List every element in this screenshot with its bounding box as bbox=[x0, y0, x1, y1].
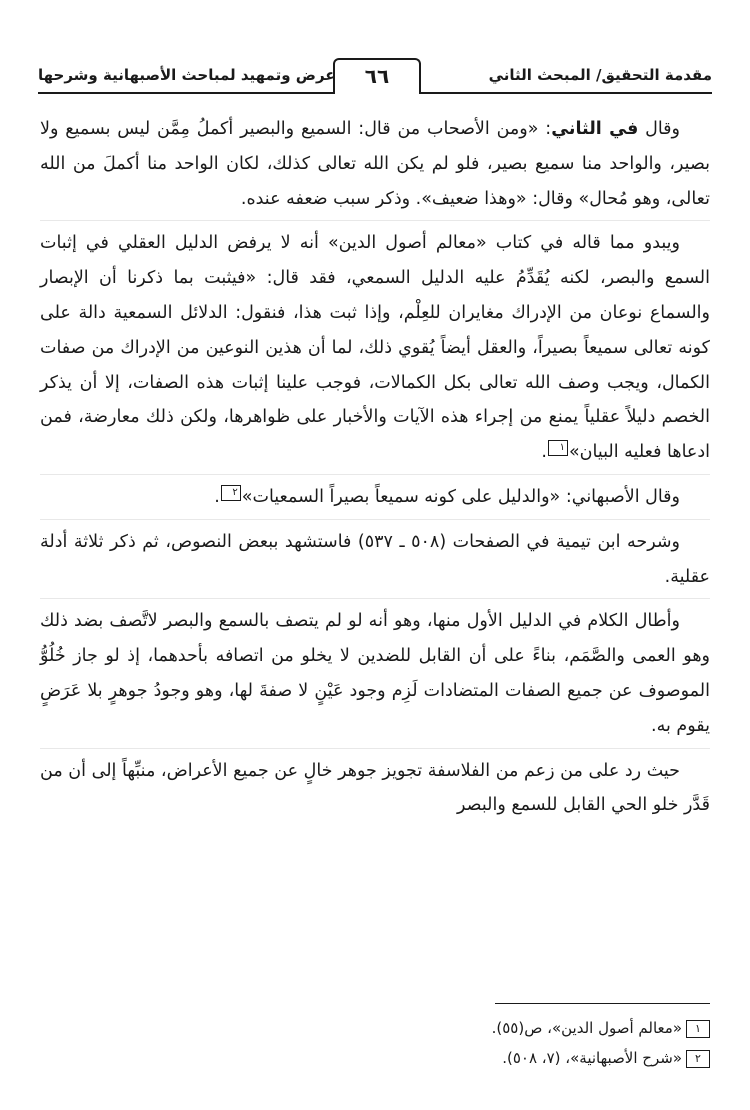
footnote-2 bbox=[40, 1043, 710, 1073]
page-number: ٦٦ bbox=[333, 58, 421, 94]
paragraph bbox=[40, 112, 710, 216]
paragraph bbox=[40, 598, 710, 743]
footnotes bbox=[40, 1013, 710, 1073]
running-header bbox=[38, 50, 712, 106]
paragraph-text: وأطال الكلام في الدليل الأول منها، وهو أنه لو لم يتصف بالسمع والبصر لاتَّصف بضد ذلك وهو العمى والصَّمَم، بناءً على أن القابل للضدين لا يخلو من اتصافه بأحدهما، إذ لو جاز خُلُوُّ الموصوف عن جميع الصفات المتضادات لَزِم وجود عَيْنٍ لا صفةَ لها، وهو وجودُ جوهرٍ بلا عَرَضٍ يقوم به. bbox=[40, 611, 710, 736]
paragraph-lead-bold: في الثاني bbox=[551, 119, 639, 139]
paragraph-lead: وقال bbox=[638, 119, 680, 139]
paragraph bbox=[40, 748, 710, 824]
footnote-ref-2[interactable]: ٢ bbox=[221, 485, 241, 501]
footnote-rule bbox=[495, 1003, 710, 1004]
footnote-ref-1[interactable]: ١ bbox=[548, 440, 568, 456]
footnote-1 bbox=[40, 1013, 710, 1043]
paragraph-tail: . bbox=[214, 486, 220, 507]
paragraph-text: حيث رد على من زعم من الفلاسفة تجويز جوهر خالٍ عن جميع الأعراض، منبِّهاً إلى أن من قَدَّر خلو الحي القابل للسمع والبصر bbox=[40, 760, 710, 816]
paragraph-text: وشرحه ابن تيمية في الصفحات (٥٠٨ ـ ٥٣٧) فاستشهد ببعض النصوص، ثم ذكر ثلاثة أدلة عقلية. bbox=[40, 531, 710, 587]
header-section-title: مقدمة التحقيق/ المبحث الثاني bbox=[488, 66, 712, 84]
body-text bbox=[40, 112, 710, 823]
paragraph-text: : «ومن الأصحاب من قال: السميع والبصير أكملُ مِمَّن ليس بسميع ولا بصير، والواحد منا سميع بصير، فلو لم يكن الله تعالى كذلك، لكان الواحد منا أكملَ من الله تعالى، وهو مُحال» وقال: «وهذا ضعيف». وذكر سبب ضعفه عنده. bbox=[40, 119, 710, 209]
footnote-number: ١ bbox=[686, 1020, 710, 1038]
header-book-title: عرض وتمهيد لمباحث الأصبهانية وشرحها bbox=[38, 66, 336, 84]
footnote-number: ٢ bbox=[686, 1050, 710, 1068]
paragraph bbox=[40, 519, 710, 595]
paragraph bbox=[40, 220, 710, 470]
footnote-text: «شرح الأصبهانية»، (٧، ٥٠٨). bbox=[502, 1049, 682, 1067]
footnote-text: «معالم أصول الدين»، ص(٥٥). bbox=[491, 1019, 682, 1037]
paragraph bbox=[40, 474, 710, 515]
paragraph-text: ويبدو مما قاله في كتاب «معالم أصول الدين» أنه لا يرفض الدليل العقلي في إثبات السمع والبصر، لكنه يُقَدِّمُ عليه الدليل السمعي، فقد قال: «فيثبت بما ذكرنا أن الإبصار والسماع نوعان من الإدراك مغايران للعِلْم، وإذا ثبت هذا، فنقول: الدلائل السمعية دالة على كونه تعالى سميعاً بصيراً، والعقل أيضاً يُقوي ذلك، لما أن هذين النوعين من الإدراك من صفات الكمال، ويجب وصف الله تعالى بكل الكمالات، فوجب علينا إثبات هذه الصفات، إلا أن يذكر الخصم دليلاً عقلياً يمنع من إجراء هذه الآيات والأخبار على ظواهرها، ولكن ذلك معارضة، فمن ادعاها فعليه البيان» bbox=[40, 233, 710, 463]
paragraph-text: وقال الأصبهاني: «والدليل على كونه سميعاً بصيراً السمعيات» bbox=[241, 486, 680, 507]
paragraph-tail: . bbox=[541, 442, 547, 463]
